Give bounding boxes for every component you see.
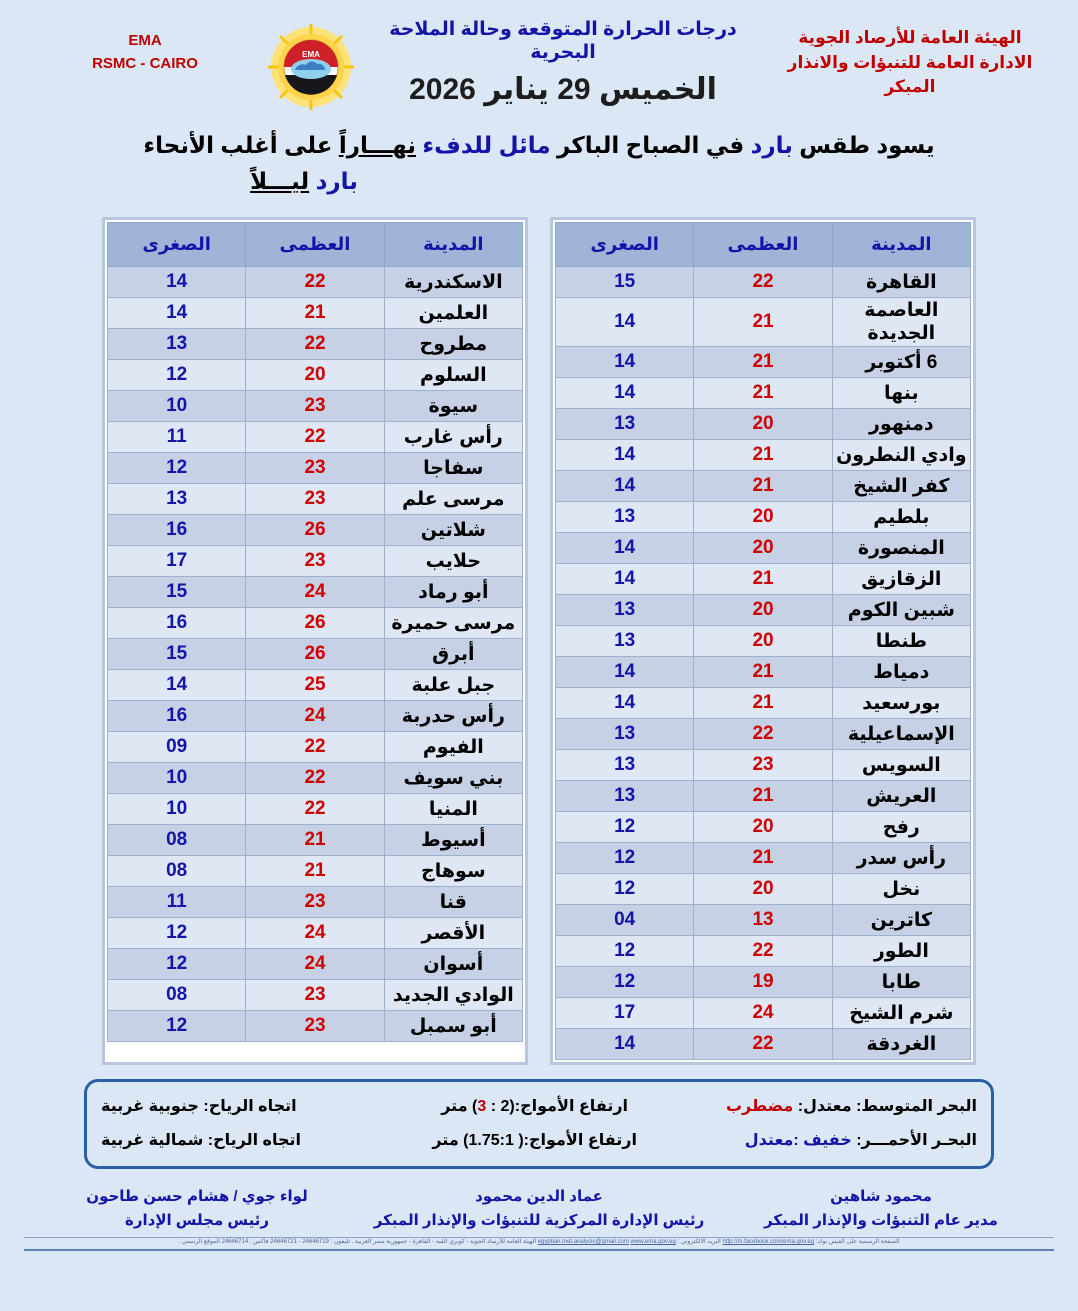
summary-cold-night: بارد — [315, 167, 358, 194]
table-row — [108, 856, 523, 887]
table-row — [108, 546, 523, 577]
cell-city: الطور — [832, 936, 970, 967]
mediterranean-state-value: مضطرب — [725, 1098, 794, 1116]
cell-min-temp: 15 — [556, 267, 694, 298]
cell-min-temp: 11 — [108, 887, 246, 918]
cell-min-temp: 14 — [556, 688, 694, 719]
cell-city: مرسى حميرة — [384, 608, 522, 639]
table-row — [556, 781, 971, 812]
cell-city: أسيوط — [384, 825, 522, 856]
table-row — [556, 812, 971, 843]
table-row — [556, 298, 971, 347]
cell-min-temp: 16 — [108, 515, 246, 546]
cell-city: المنصورة — [832, 533, 970, 564]
column-header-min: الصغرى — [108, 223, 246, 267]
cell-min-temp: 12 — [108, 360, 246, 391]
cell-min-temp: 14 — [556, 471, 694, 502]
cell-city: الوادي الجديد — [384, 980, 522, 1011]
cell-max-temp: 19 — [694, 967, 832, 998]
cell-min-temp: 12 — [556, 936, 694, 967]
table-row — [108, 1011, 523, 1042]
cell-max-temp: 22 — [246, 794, 384, 825]
cell-max-temp: 13 — [694, 905, 832, 936]
column-header-city: المدينة — [384, 223, 522, 267]
facebook-label: الصفحة الرسمية على الفيس بوك: — [815, 1239, 900, 1246]
cell-max-temp: 22 — [694, 936, 832, 967]
cell-min-temp: 14 — [108, 670, 246, 701]
table-header-row — [556, 223, 971, 267]
table-row — [108, 887, 523, 918]
footer-person-name: محمود شاهين — [830, 1188, 932, 1206]
table-row — [108, 732, 523, 763]
column-header-max: العظمى — [246, 223, 384, 267]
cell-city: رفح — [832, 812, 970, 843]
cell-city: دمنهور — [832, 409, 970, 440]
cell-max-temp: 20 — [694, 812, 832, 843]
table-row — [108, 329, 523, 360]
table-row — [556, 347, 971, 378]
footer-person-1 — [368, 1185, 710, 1233]
cell-min-temp: 08 — [108, 856, 246, 887]
redsea-label: البحـر الأحمـــر: — [851, 1132, 977, 1150]
cell-min-temp: 12 — [108, 1011, 246, 1042]
ema-sun-cloud-logo-icon — [264, 24, 358, 110]
column-header-max: العظمى — [694, 223, 832, 267]
cell-min-temp: 13 — [556, 595, 694, 626]
cell-city: بنها — [832, 378, 970, 409]
med-wave-post: ) متر — [441, 1098, 478, 1116]
cell-max-temp: 23 — [694, 750, 832, 781]
table-row — [556, 843, 971, 874]
med-wave-high: 3 — [477, 1098, 487, 1116]
column-header-city: المدينة — [832, 223, 970, 267]
cell-max-temp: 24 — [246, 701, 384, 732]
table-row — [556, 874, 971, 905]
cell-max-temp: 26 — [246, 608, 384, 639]
cell-min-temp: 10 — [108, 391, 246, 422]
cell-min-temp: 15 — [108, 639, 246, 670]
cell-max-temp: 21 — [694, 440, 832, 471]
table-row — [108, 422, 523, 453]
cell-city: جبل علبة — [384, 670, 522, 701]
table-row — [108, 918, 523, 949]
cell-min-temp: 12 — [108, 949, 246, 980]
column-header-min: الصغرى — [556, 223, 694, 267]
cell-min-temp: 12 — [108, 453, 246, 484]
cell-min-temp: 13 — [556, 719, 694, 750]
table-row — [556, 267, 971, 298]
footer-person-title: مدير عام التنبؤات والإنذار المبكر — [764, 1212, 998, 1230]
page-footer — [0, 1185, 1078, 1233]
cell-max-temp: 21 — [694, 298, 832, 347]
cell-city: أبو سمبل — [384, 1011, 522, 1042]
redsea-sea-state — [679, 1130, 977, 1150]
cell-city: بني سويف — [384, 763, 522, 794]
cell-city: شبين الكوم — [832, 595, 970, 626]
cell-max-temp: 21 — [694, 564, 832, 595]
weather-summary — [34, 128, 1044, 199]
table-row — [108, 484, 523, 515]
table-row — [108, 608, 523, 639]
cell-city: الزقازيق — [832, 564, 970, 595]
table-row — [108, 639, 523, 670]
cell-city: القاهرة — [832, 267, 970, 298]
table-row — [108, 949, 523, 980]
table-row — [556, 502, 971, 533]
mediterranean-sea-state — [679, 1096, 977, 1116]
table-row — [108, 391, 523, 422]
table-row — [108, 453, 523, 484]
facebook-link[interactable]: http://m.facebook.com/ema.gov.eg — [722, 1239, 815, 1246]
cell-min-temp: 08 — [108, 980, 246, 1011]
cell-city: أبو رماد — [384, 577, 522, 608]
cell-city: طابا — [832, 967, 970, 998]
table-row — [556, 471, 971, 502]
cell-city: المنيا — [384, 794, 522, 825]
cell-max-temp: 21 — [246, 856, 384, 887]
cell-max-temp: 23 — [246, 546, 384, 577]
cell-max-temp: 23 — [246, 980, 384, 1011]
cell-city: العاصمة الجديدة — [832, 298, 970, 347]
cell-city: بلطيم — [832, 502, 970, 533]
cell-max-temp: 22 — [694, 1029, 832, 1060]
ema-label: EMA — [128, 32, 162, 49]
cell-city: قنا — [384, 887, 522, 918]
table-row — [556, 998, 971, 1029]
footer-person-title: رئيس الإدارة المركزية للتنبؤات والإنذار المبكر — [373, 1212, 705, 1230]
cell-city: سوهاج — [384, 856, 522, 887]
cell-min-temp: 14 — [556, 1029, 694, 1060]
table-row — [556, 657, 971, 688]
table-row — [108, 515, 523, 546]
cell-min-temp: 14 — [556, 378, 694, 409]
rsmc-label: RSMC - CAIRO — [92, 54, 198, 72]
table-row — [556, 719, 971, 750]
summary-cold-morning: بارد — [750, 132, 793, 158]
table-row — [108, 360, 523, 391]
cell-min-temp: 13 — [108, 329, 246, 360]
contact-address: الهيئة العامة للأرصاد الجوية - كوبري القبة - القاهرة - جمهورية مصر العربية . تليفون : 24646719 - 24646721 فاكس : 24646714 الموقع الرسمي : — [178, 1239, 537, 1246]
footer-person-title: رئيس مجلس الإدارة — [125, 1212, 269, 1230]
cell-min-temp: 08 — [108, 825, 246, 856]
table-row — [556, 440, 971, 471]
cell-max-temp: 21 — [694, 378, 832, 409]
cell-max-temp: 20 — [694, 595, 832, 626]
cell-city: حلايب — [384, 546, 522, 577]
cell-city: الأقصر — [384, 918, 522, 949]
table-row — [108, 794, 523, 825]
cell-max-temp: 23 — [246, 453, 384, 484]
cell-max-temp: 21 — [694, 781, 832, 812]
cell-min-temp: 14 — [556, 533, 694, 564]
cell-max-temp: 23 — [246, 484, 384, 515]
cell-min-temp: 16 — [108, 701, 246, 732]
cell-min-temp: 12 — [108, 918, 246, 949]
table-row — [108, 267, 523, 298]
cell-min-temp: 17 — [108, 546, 246, 577]
cell-max-temp: 26 — [246, 515, 384, 546]
cell-max-temp: 24 — [246, 918, 384, 949]
cell-max-temp: 20 — [246, 360, 384, 391]
cell-max-temp: 22 — [694, 267, 832, 298]
cell-max-temp: 24 — [246, 577, 384, 608]
cell-max-temp: 24 — [246, 949, 384, 980]
table-row — [556, 1029, 971, 1060]
cell-min-temp: 13 — [556, 409, 694, 440]
cell-city: رأس حدربة — [384, 701, 522, 732]
footer-person-name: عماد الدين محمود — [475, 1188, 603, 1206]
summary-daytime: نهـــاراً — [338, 132, 417, 158]
email-label: البريد الالكتروني : — [677, 1239, 721, 1246]
table-row — [108, 763, 523, 794]
cell-city: وادي النطرون — [832, 440, 970, 471]
rsmc-block — [60, 30, 230, 75]
table-row — [556, 626, 971, 657]
cell-city: السلوم — [384, 360, 522, 391]
cell-min-temp: 14 — [556, 298, 694, 347]
cell-max-temp: 23 — [246, 1011, 384, 1042]
cell-max-temp: 22 — [246, 267, 384, 298]
page-header — [0, 0, 1078, 120]
cell-city: بورسعيد — [832, 688, 970, 719]
cell-min-temp: 17 — [556, 998, 694, 1029]
cell-max-temp: 21 — [694, 347, 832, 378]
cell-min-temp: 14 — [108, 298, 246, 329]
cell-city: الإسماعيلية — [832, 719, 970, 750]
cell-min-temp: 14 — [556, 657, 694, 688]
cell-city: شرم الشيخ — [832, 998, 970, 1029]
cell-max-temp: 22 — [246, 763, 384, 794]
cell-min-temp: 13 — [108, 484, 246, 515]
cell-max-temp: 22 — [246, 422, 384, 453]
table-frame-left — [102, 217, 528, 1065]
cell-city: رأس غارب — [384, 422, 522, 453]
redsea-wave-height: ارتفاع الأمواج:( 1.75:1) متر — [432, 1132, 637, 1150]
organization-block — [760, 26, 1060, 100]
cell-city: العلمين — [384, 298, 522, 329]
cell-city: أبرق — [384, 639, 522, 670]
footer-person-2 — [26, 1185, 368, 1233]
cell-max-temp: 20 — [694, 533, 832, 564]
cell-min-temp: 14 — [556, 440, 694, 471]
table-row — [556, 595, 971, 626]
table-header-row — [108, 223, 523, 267]
table-row — [556, 750, 971, 781]
table-row — [556, 905, 971, 936]
cell-min-temp: 12 — [556, 843, 694, 874]
cell-max-temp: 22 — [246, 329, 384, 360]
table-row — [556, 564, 971, 595]
cell-max-temp: 21 — [246, 825, 384, 856]
med-wave-pre: ارتفاع الأمواج:(2 : — [486, 1098, 629, 1116]
department-name: الادارة العامة للتنبؤات والانذار المبكر — [787, 52, 1033, 97]
cell-min-temp: 15 — [108, 577, 246, 608]
cell-city: سيوة — [384, 391, 522, 422]
cell-city: أسوان — [384, 949, 522, 980]
cell-min-temp: 12 — [556, 812, 694, 843]
temperature-table-right — [555, 222, 971, 1060]
cell-max-temp: 20 — [694, 409, 832, 440]
cell-min-temp: 11 — [108, 422, 246, 453]
cell-city: الفيوم — [384, 732, 522, 763]
email-link[interactable]: egyptian.met.analysis@gmail.com — [537, 1239, 629, 1246]
cell-city: 6 أكتوبر — [832, 347, 970, 378]
table-row — [108, 825, 523, 856]
cell-min-temp: 13 — [556, 626, 694, 657]
footer-person-0 — [710, 1185, 1052, 1233]
mediterranean-wind-direction: اتجاه الرياح: جنوبية غربية — [101, 1098, 297, 1116]
cell-city: سفاجا — [384, 453, 522, 484]
footer-contact-line — [24, 1237, 1054, 1251]
cell-min-temp: 10 — [108, 763, 246, 794]
table-row — [556, 967, 971, 998]
cell-min-temp: 14 — [556, 347, 694, 378]
mediterranean-label: البحر المتوسط: معتدل: — [793, 1098, 977, 1116]
cell-max-temp: 20 — [694, 626, 832, 657]
summary-mild-day: مائل للدفء — [422, 132, 551, 158]
cell-min-temp: 14 — [556, 564, 694, 595]
summary-part1: يسود طقس — [792, 132, 935, 158]
cell-city: كاترين — [832, 905, 970, 936]
cell-max-temp: 20 — [694, 502, 832, 533]
table-row — [556, 378, 971, 409]
cell-min-temp: 12 — [556, 967, 694, 998]
cell-city: رأس سدر — [832, 843, 970, 874]
cell-min-temp: 10 — [108, 794, 246, 825]
table-frame-right — [550, 217, 976, 1065]
marine-conditions-panel — [84, 1079, 994, 1169]
cell-city: العريش — [832, 781, 970, 812]
mediterranean-wave-height — [390, 1096, 679, 1116]
cell-city: الاسكندرية — [384, 267, 522, 298]
marine-row-mediterranean — [101, 1089, 977, 1123]
table-row — [556, 688, 971, 719]
cell-min-temp: 16 — [108, 608, 246, 639]
forecast-tables — [0, 217, 1078, 1065]
cell-city: كفر الشيخ — [832, 471, 970, 502]
redsea-state-value: خفيف :معتدل — [744, 1132, 852, 1150]
marine-row-redsea — [101, 1123, 977, 1157]
cell-min-temp: 13 — [556, 502, 694, 533]
website-link[interactable]: www.ema.gov.eg — [630, 1239, 676, 1246]
cell-min-temp: 04 — [556, 905, 694, 936]
title-block — [368, 18, 758, 107]
cell-max-temp: 21 — [246, 298, 384, 329]
cell-max-temp: 21 — [694, 657, 832, 688]
cell-max-temp: 21 — [694, 688, 832, 719]
cell-city: طنطا — [832, 626, 970, 657]
cell-city: السويس — [832, 750, 970, 781]
table-row — [556, 936, 971, 967]
cell-city: مرسى علم — [384, 484, 522, 515]
cell-min-temp: 12 — [556, 874, 694, 905]
table-row — [108, 980, 523, 1011]
forecast-date: الخميس 29 يناير 2026 — [409, 73, 717, 106]
cell-min-temp: 14 — [108, 267, 246, 298]
svg-text:EMA: EMA — [302, 50, 320, 59]
page-title: درجات الحرارة المتوقعة وحالة الملاحة البحرية — [389, 19, 737, 63]
summary-nighttime: ليـــلاً — [250, 167, 310, 194]
cell-city: شلاتين — [384, 515, 522, 546]
cell-max-temp: 24 — [694, 998, 832, 1029]
cell-city: مطروح — [384, 329, 522, 360]
cell-max-temp: 22 — [246, 732, 384, 763]
cell-city: نخل — [832, 874, 970, 905]
cell-min-temp: 13 — [556, 750, 694, 781]
cell-max-temp: 25 — [246, 670, 384, 701]
cell-max-temp: 23 — [246, 887, 384, 918]
summary-part2: في الصباح الباكر — [550, 132, 751, 158]
table-row — [108, 298, 523, 329]
table-row — [108, 670, 523, 701]
table-row — [556, 409, 971, 440]
cell-city: دمياط — [832, 657, 970, 688]
cell-city: الغردقة — [832, 1029, 970, 1060]
table-row — [556, 533, 971, 564]
cell-max-temp: 26 — [246, 639, 384, 670]
cell-min-temp: 13 — [556, 781, 694, 812]
organization-name: الهيئة العامة للأرصاد الجوية — [798, 28, 1022, 47]
table-row — [108, 577, 523, 608]
table-row — [108, 701, 523, 732]
cell-min-temp: 09 — [108, 732, 246, 763]
cell-max-temp: 23 — [246, 391, 384, 422]
cell-max-temp: 21 — [694, 471, 832, 502]
cell-max-temp: 20 — [694, 874, 832, 905]
footer-person-name: لواء جوي / هشام حسن طاحون — [86, 1188, 308, 1206]
redsea-wind-direction: اتجاه الرياح: شمالية غربية — [101, 1132, 301, 1150]
cell-max-temp: 21 — [694, 843, 832, 874]
summary-part4: على أغلب الأنحاء — [143, 132, 339, 158]
temperature-table-left — [107, 222, 523, 1042]
cell-max-temp: 22 — [694, 719, 832, 750]
